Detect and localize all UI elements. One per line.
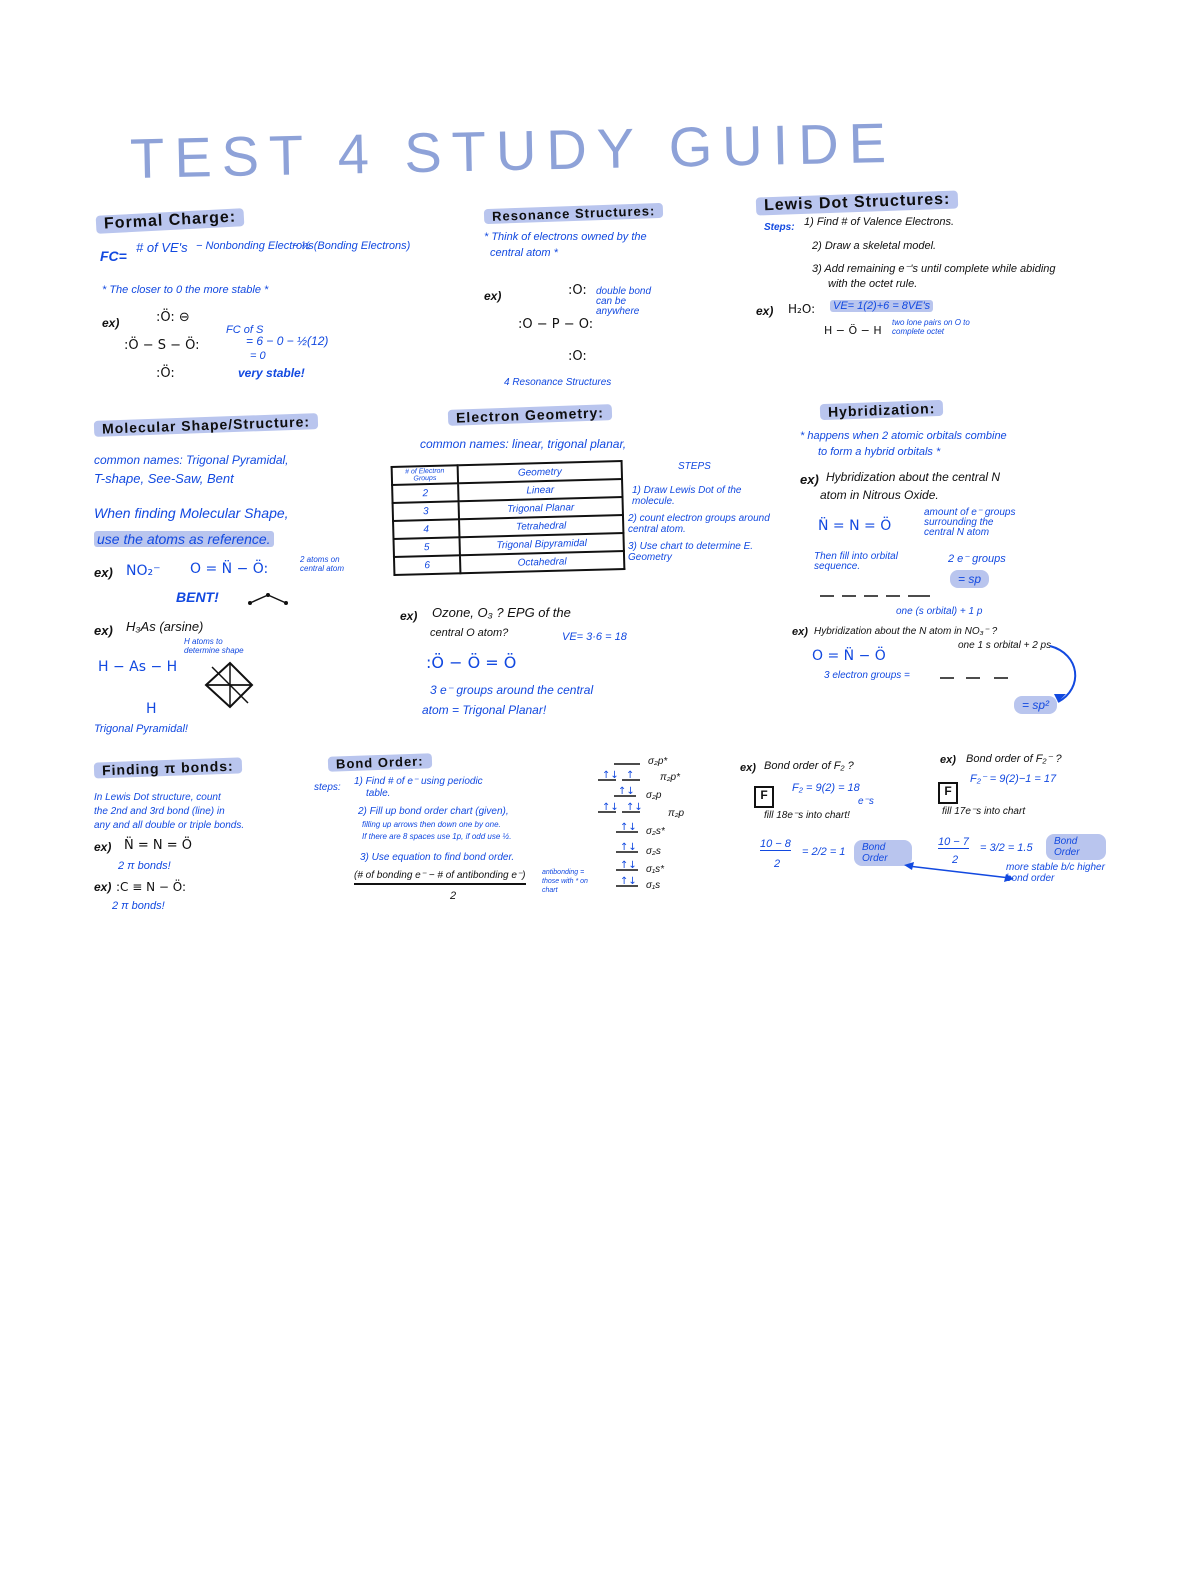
shape-ex2-result: Trigonal Pyramidal! — [94, 723, 188, 735]
fluorine-box: F — [938, 782, 958, 804]
resonance-middle: :O − P − O: — [518, 317, 594, 332]
fc-calc-label: FC of S — [226, 324, 264, 336]
svg-text:↑↓: ↑↓ — [602, 770, 619, 781]
geometry-ex-text-2: central O atom? — [430, 627, 509, 639]
formal-charge-heading: Formal Charge: — [96, 208, 245, 234]
table-cell: 3 — [393, 501, 459, 521]
mo-label: σ₂p — [646, 790, 662, 801]
bond-equation-numerator: (# of bonding e⁻ − # of antibonding e⁻) — [354, 870, 526, 885]
hybrid-note-1: * happens when 2 atomic orbitals combine — [800, 430, 1007, 442]
table-cell: 5 — [394, 537, 460, 557]
svg-text:↑↓: ↑↓ — [620, 876, 637, 887]
hybrid-ex2-text: Hybridization about the N atom in NO₃⁻ ? — [814, 626, 998, 637]
table-cell: 2 — [392, 483, 458, 503]
hybrid-ex1-structure: N̈ = N = Ö — [818, 518, 892, 534]
hybrid-ex1-text-2: atom in Nitrous Oxide. — [820, 488, 939, 502]
section-pi-bonds — [94, 758, 304, 918]
geometry-structure: :Ö − Ö = Ö — [426, 653, 517, 672]
bo-ex2-eq-den: 2 — [952, 854, 959, 866]
geometry-ex-label: ex) — [400, 609, 418, 623]
pi-note-2: the 2nd and 3rd bond (line) in — [94, 806, 225, 817]
shape-ex2-note: H atoms to determine shape — [184, 637, 244, 655]
shape-ex2-label: ex) — [94, 623, 113, 638]
lewis-step-3a: 3) Add remaining e⁻'s until complete while abiding — [812, 263, 1056, 275]
hybrid-ex1-groups: 2 e⁻ groups — [948, 553, 1006, 565]
svg-text:↑↓: ↑↓ — [602, 802, 619, 813]
bond-step-1a: 1) Find # of e⁻ using periodic — [354, 776, 483, 787]
mo-diagram — [594, 752, 704, 902]
geometry-result-1: 3 e⁻ groups around the central — [430, 683, 594, 697]
shape-ex2-formula: H₃As (arsine) — [126, 619, 204, 634]
bond-equation-denominator: 2 — [450, 890, 457, 902]
electron-geometry-table — [391, 460, 626, 576]
shape-ex1-formula: NO₂⁻ — [126, 563, 161, 579]
lewis-structure-note: two lone pairs on O to complete octet — [892, 318, 970, 336]
mo-label: σ₂p* — [648, 756, 668, 767]
geometry-step-3: 3) Use chart to determine E. Geometry — [628, 541, 754, 563]
pi-ex2-structure: :C ≡ N − Ö: — [116, 880, 187, 894]
bo-ex1-question: Bond order of F₂ ? — [764, 760, 854, 772]
bo-ex1-label: ex) — [740, 762, 756, 774]
lewis-structure: H − Ö − H — [824, 324, 882, 337]
shape-finding-2: use the atoms as reference. — [94, 531, 274, 547]
bent-shape-sketch — [244, 591, 294, 615]
bond-step-2b: filling up arrows then down one by one. — [362, 820, 501, 829]
table-cell: Trigonal Planar — [459, 497, 623, 519]
bo-ex2-fill: fill 17e⁻s into chart — [942, 806, 1026, 817]
resonance-count: 4 Resonance Structures — [504, 377, 612, 388]
mo-label: σ₁s* — [646, 864, 665, 875]
fc-ex-label: ex) — [102, 316, 120, 330]
hybrid-ex2-structure: O = N̈ − Ö — [812, 648, 886, 664]
lewis-step-2: 2) Draw a skeletal model. — [812, 240, 937, 252]
table-cell: Linear — [458, 479, 622, 501]
table-cell: Tetrahedral — [459, 515, 623, 537]
hybrid-orbital-diagram-2 — [938, 666, 1038, 692]
geometry-result-2: atom = Trigonal Planar! — [422, 703, 547, 717]
hybrid-ex1-note: amount of e⁻ groups surrounding the central N atom — [924, 507, 1016, 538]
geometry-col-groups: # of Electron Groups — [392, 465, 458, 485]
svg-text:↑↓: ↑↓ — [618, 786, 635, 797]
hybrid-ex2-result: = sp² — [1014, 696, 1057, 714]
resonance-side-note: double bond can be anywhere — [596, 286, 652, 317]
bo-ex1-fill: fill 18e⁻s into chart! — [764, 810, 850, 821]
lewis-step-3b: with the octet rule. — [828, 278, 918, 290]
page-title: TEST 4 STUDY GUIDE — [129, 110, 897, 190]
bo-ex1-element-box — [754, 786, 774, 808]
geometry-ex-calc: VE= 3·6 = 18 — [562, 631, 627, 643]
table-cell: 6 — [394, 555, 460, 575]
geometry-steps-title: STEPS — [678, 461, 711, 472]
bond-order-steps-label: steps: — [314, 782, 341, 793]
bond-order-heading: Bond Order: — [328, 753, 432, 772]
mo-label: σ₂s — [646, 846, 661, 857]
fc-molecule-mid: :Ö − S − Ö: — [124, 338, 200, 353]
bo-ex1-eq-mid: = 2/2 = 1 — [802, 846, 846, 858]
pi-ex1-label: ex) — [94, 840, 112, 854]
lewis-heading: Lewis Dot Structures: — [756, 190, 959, 215]
fc-calc-result: = 0 — [250, 350, 266, 362]
geometry-ex-text: Ozone, O₃ ? EPG of the — [432, 605, 571, 620]
fc-verdict: very stable! — [238, 366, 305, 380]
fc-calc: = 6 − 0 − ½(12) — [246, 334, 329, 348]
fc-label: FC= — [100, 248, 127, 264]
shape-ex1-result: BENT! — [176, 589, 219, 605]
shape-ex2-h: H — [146, 701, 157, 717]
resonance-note-2: central atom * — [490, 247, 558, 259]
bo-ex1-result: Bond Order — [854, 840, 912, 866]
bo-ex2-label: ex) — [940, 754, 956, 766]
mo-label: σ₂s* — [646, 826, 665, 837]
shape-finding-1: When finding Molecular Shape, — [94, 505, 289, 521]
bond-step-1b: table. — [366, 788, 391, 799]
bo-ex1-calc-2: e⁻s — [858, 796, 874, 807]
fc-molecule-bottom: :Ö: — [156, 366, 175, 381]
bo-ex1-eq-den: 2 — [774, 858, 781, 870]
geometry-col-geometry: Geometry — [458, 461, 622, 483]
section-bond-order-examples — [740, 748, 1110, 898]
pi-ex1-result: 2 π bonds! — [118, 860, 171, 872]
lewis-ex-formula: H₂O: — [788, 302, 816, 316]
lewis-step-1: 1) Find # of Valence Electrons. — [804, 216, 955, 228]
section-bond-order — [314, 752, 604, 912]
comparison-arrow — [900, 860, 1020, 884]
hybrid-ex2-label: ex) — [792, 626, 808, 638]
hybrid-ex1-text: Hybridization about the central N — [826, 470, 1001, 484]
resonance-ex-label: ex) — [484, 289, 502, 303]
bo-comparison: more stable b/c higher bond order — [1006, 862, 1105, 884]
shape-ex1-note: 2 atoms on central atom — [300, 555, 345, 573]
mo-label: π₂p — [668, 808, 685, 819]
section-molecular-shape — [94, 415, 394, 745]
bo-ex2-element-box — [938, 782, 958, 804]
mo-label: π₂p* — [660, 772, 680, 783]
shape-common-2: T-shape, See-Saw, Bent — [94, 471, 234, 486]
section-resonance — [484, 203, 724, 393]
svg-text:↑↓: ↑↓ — [620, 860, 637, 871]
fc-molecule-top: :Ö: ⊖ — [156, 310, 190, 325]
pi-ex2-result: 2 π bonds! — [112, 900, 165, 912]
svg-text:↑↓: ↑↓ — [620, 822, 637, 833]
bo-ex2-question: Bond order of F₂⁻ ? — [966, 753, 1062, 765]
resonance-bottom: :O: — [568, 349, 587, 364]
pi-bonds-heading: Finding π bonds: — [94, 757, 242, 778]
shape-ex1-label: ex) — [94, 565, 113, 580]
bond-equation-note: antibonding = those with * on chart — [542, 869, 588, 894]
geometry-common-names: common names: linear, trigonal planar, — [420, 437, 627, 451]
table-cell: 4 — [393, 519, 459, 539]
bo-ex2-result: Bond Order — [1046, 834, 1106, 860]
pi-ex2-label: ex) — [94, 880, 112, 894]
fc-nonbonding: − Nonbonding Electrons — [196, 240, 314, 252]
bond-step-2a: 2) Fill up bond order chart (given), — [358, 806, 509, 817]
hybrid-note-2: to form a hybrid orbitals * — [818, 446, 941, 458]
fc-bonding: − ½ (Bonding Electrons) — [292, 240, 411, 252]
hybrid-ex1-result: = sp — [950, 570, 989, 588]
lewis-ex-calc: VE= 1(2)+6 = 8VE's — [830, 300, 933, 312]
hybrid-ex1-orbitals: one (s orbital) + 1 p — [896, 606, 983, 617]
mo-diagram-lines — [594, 752, 654, 892]
shape-common-1: common names: Trigonal Pyramidal, — [94, 453, 289, 467]
hybrid-ex2-orbitals: one 1 s orbital + 2 ps — [958, 640, 1052, 651]
electron-geometry-heading: Electron Geometry: — [448, 404, 612, 426]
section-formal-charge — [96, 210, 456, 390]
section-lewis — [756, 192, 1106, 342]
resonance-heading: Resonance Structures: — [484, 203, 664, 224]
hybrid-ex2-groups: 3 electron groups = — [824, 670, 910, 681]
geometry-step-2: 2) count electron groups around central atom. — [628, 513, 770, 535]
bo-ex2-eq-mid: = 3/2 = 1.5 — [980, 842, 1033, 854]
trigonal-pyramidal-sketch — [202, 657, 256, 713]
pi-ex1-structure: N̈ = N = Ö — [124, 838, 192, 853]
shape-ex1-structure: O = N̈ − Ö: — [190, 561, 269, 577]
resonance-top: :O: — [568, 283, 587, 298]
fc-ve: # of VE's — [136, 240, 188, 255]
svg-text:↑: ↑ — [626, 770, 635, 781]
hybrid-ex1-fill: Then fill into orbital sequence. — [814, 551, 898, 572]
resonance-note-1: * Think of electrons owned by the — [484, 231, 647, 243]
pi-note-3: any and all double or triple bonds. — [94, 820, 245, 831]
bond-step-3: 3) Use equation to find bond order. — [360, 852, 515, 863]
bond-step-2c: If there are 8 spaces use 1p, if odd use ½. — [362, 832, 512, 841]
bo-ex2-eq: 10 − 7 — [938, 836, 969, 848]
fc-note: * The closer to 0 the more stable * — [102, 284, 269, 296]
lewis-steps-label: Steps: — [764, 222, 795, 233]
svg-text:↑↓: ↑↓ — [626, 802, 643, 813]
table-cell: Octahedral — [460, 551, 624, 573]
shape-ex2-structure: H − As − H — [98, 659, 178, 675]
section-hybridization — [792, 400, 1110, 720]
bo-ex1-eq: 10 − 8 — [760, 838, 791, 850]
bo-ex2-calc: F₂⁻ = 9(2)−1 = 17 — [970, 773, 1057, 785]
geometry-step-1: 1) Draw Lewis Dot of the molecule. — [632, 485, 742, 507]
fluorine-box: F — [754, 786, 774, 808]
hybrid-ex1-label: ex) — [800, 472, 819, 487]
mo-label: σ₁s — [646, 880, 661, 891]
svg-text:↑↓: ↑↓ — [620, 842, 637, 853]
lewis-ex-label: ex) — [756, 304, 774, 318]
pi-note-1: In Lewis Dot structure, count — [94, 792, 221, 803]
molecular-shape-heading: Molecular Shape/Structure: — [94, 413, 318, 437]
bo-ex1-calc: F₂ = 9(2) = 18 — [792, 782, 860, 794]
table-cell: Trigonal Bipyramidal — [459, 533, 623, 555]
hybridization-heading: Hybridization: — [820, 400, 944, 420]
